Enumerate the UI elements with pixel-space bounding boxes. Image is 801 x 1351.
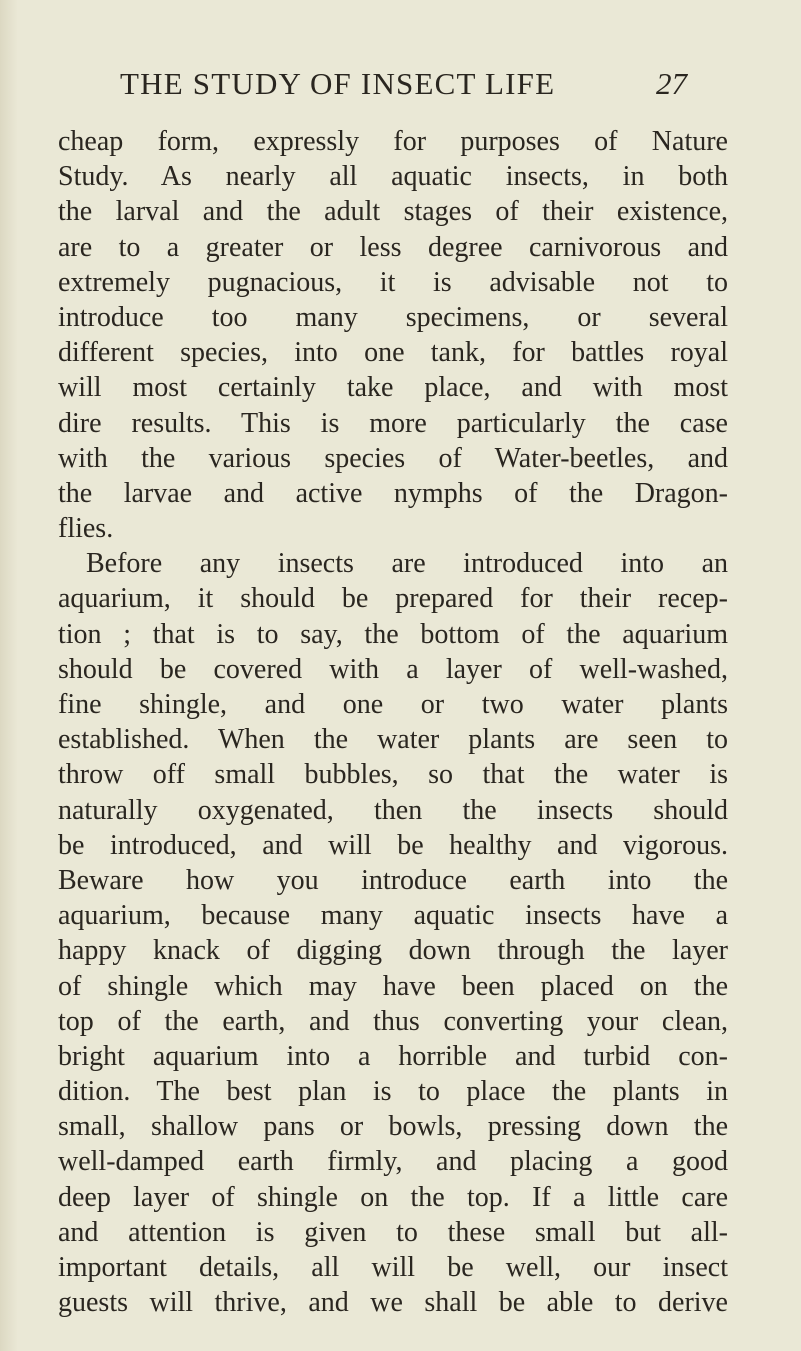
text-line: important details, all will be well, our insect xyxy=(58,1252,728,1283)
text-line: Beware how you introduce earth into the xyxy=(58,864,728,896)
text-line: cheap form, expressly for purposes of Nature xyxy=(58,126,728,157)
text-line: extremely pugnacious, it is advisable not to xyxy=(58,266,728,298)
text-line: Study. As nearly all aquatic insects, in both xyxy=(58,161,728,193)
text-line: different species, into one tank, for battles royal xyxy=(58,337,728,369)
text-line: of shingle which may have been placed on the xyxy=(58,970,728,1002)
text-line: Before any insects are introduced into an xyxy=(86,548,728,580)
text-line: dition. The best plan is to place the plants in xyxy=(58,1076,728,1108)
text-line: aquarium, it should be prepared for their recep- xyxy=(58,583,728,615)
text-line: flies. xyxy=(58,513,114,545)
text-line: fine shingle, and one or two water plants xyxy=(58,689,728,720)
page-edge-shadow xyxy=(0,0,18,1351)
text-line: bright aquarium into a horrible and turbid con- xyxy=(58,1040,728,1072)
body-text xyxy=(58,124,728,1320)
text-line: the larvae and active nymphs of the Dragon- xyxy=(58,477,728,509)
text-line: happy knack of digging down through the layer xyxy=(58,935,728,967)
text-line: deep layer of shingle on the top. If a little care xyxy=(58,1181,728,1213)
text-line: naturally oxygenated, then the insects should xyxy=(58,794,728,826)
text-line: should be covered with a layer of well-washed, xyxy=(58,653,728,685)
text-line: top of the earth, and thus converting your clean, xyxy=(58,1005,728,1037)
text-line: small, shallow pans or bowls, pressing down the xyxy=(58,1111,728,1143)
running-title: THE STUDY OF INSECT LIFE xyxy=(120,66,556,101)
text-line: tion ; that is to say, the bottom of the aquarium xyxy=(58,618,728,650)
text-line: aquarium, because many aquatic insects have a xyxy=(58,900,728,932)
text-line: introduce too many specimens, or several xyxy=(58,301,728,333)
text-line: well-damped earth firmly, and placing a good xyxy=(58,1146,728,1178)
text-line: will most certainly take place, and with most xyxy=(58,372,728,404)
page-number: 27 xyxy=(656,66,687,101)
text-line: throw off small bubbles, so that the water is xyxy=(58,759,728,791)
text-line: established. When the water plants are seen to xyxy=(58,724,728,756)
text-line: be introduced, and will be healthy and vigorous. xyxy=(58,829,728,861)
text-line: and attention is given to these small but all- xyxy=(58,1216,728,1248)
text-line: dire results. This is more particularly the case xyxy=(58,407,728,439)
text-line: are to a greater or less degree carnivorous and xyxy=(58,231,728,263)
text-line: with the various species of Water-beetles, and xyxy=(58,442,728,474)
text-line: guests will thrive, and we shall be able to derive xyxy=(58,1287,728,1319)
text-line: the larval and the adult stages of their existence, xyxy=(58,196,728,228)
running-head xyxy=(0,66,801,110)
